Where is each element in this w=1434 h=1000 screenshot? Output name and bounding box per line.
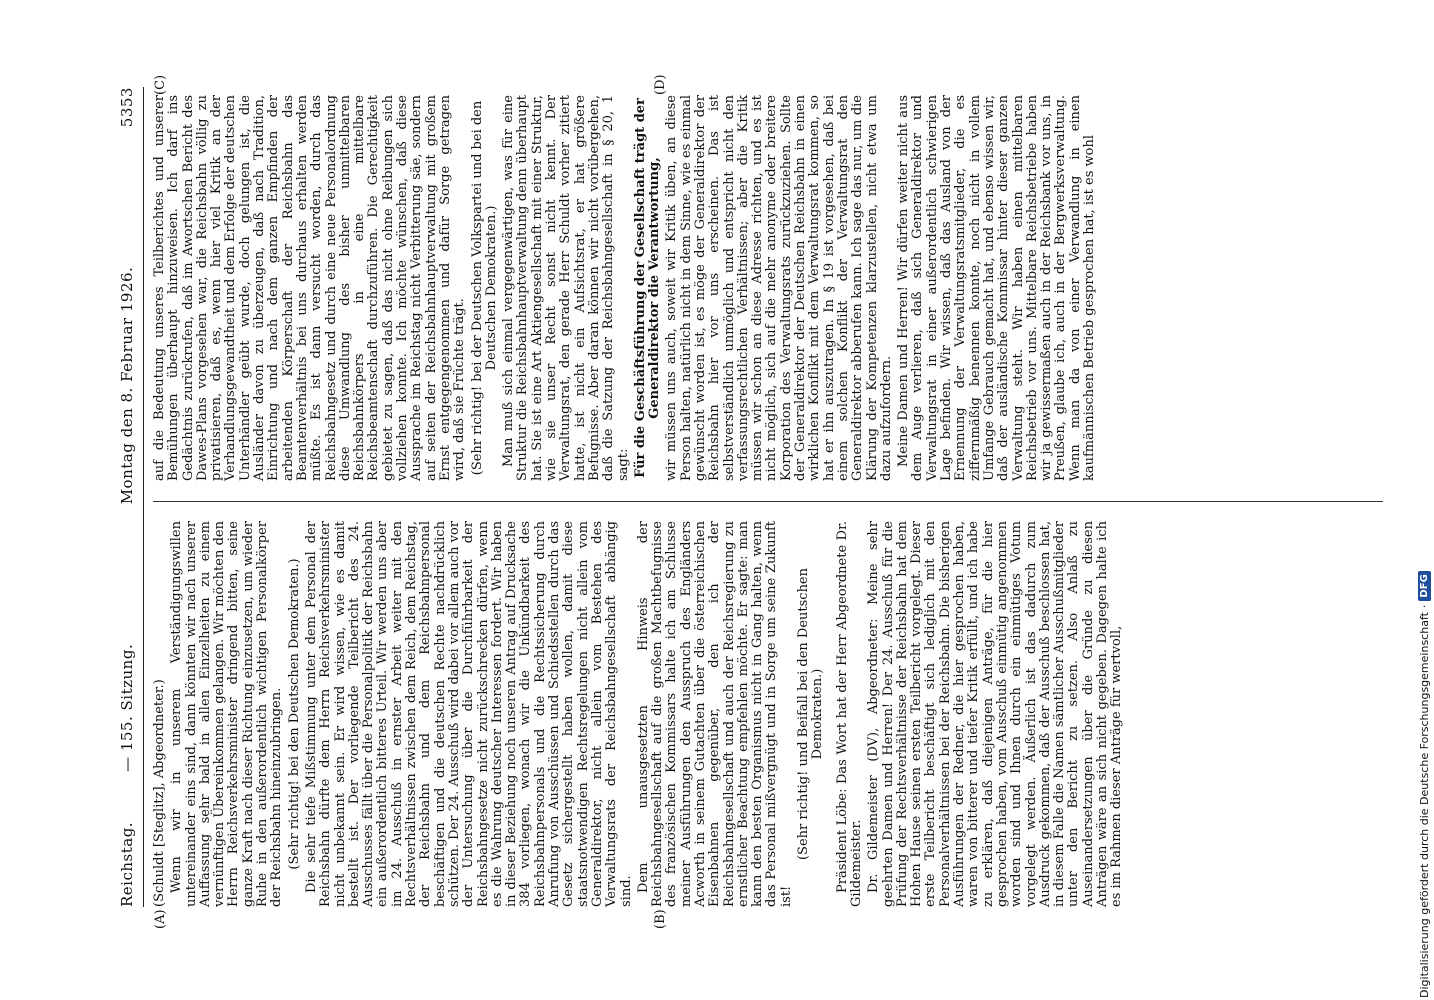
paragraph: Die sehr tiefe Mißstimmung unter dem Personal der Reichsbahn dürfte dem Herrn Reichsverkehrsminister nicht unbekannt sein. Er wird wissen, wie es damit bestellt ist. Der vorliegende Teilbericht des 24. Ausschusses fällt über die Personalpolitik der Reichsbahn ein außerordentlich bitteres Urteil. Wir werden uns aber im 24. Ausschuß in ernster Arbeit weiter mit den Rechtsverhältnissen zwischen dem Reich, dem Reichstag, der Reichsbahn und dem Reichsbahnpersonal beschäftigen und die deutschen Rechte nachdrücklich schützen. Der 24. Ausschuß wird dabei vor allem auch vor der Untersuchung über die Durchführbarkeit der Reichsbahngesetze nicht zurückschrecken dürfen, wenn es die Wahrung deutscher Interessen fordert. Wir haben in dieser Beziehung noch unseren Antrag auf Drucksache 384 vorliegen, wonach wir die Unkündbarkeit des Reichsbahnpersonals und die Rechtssicherung durch Anrufung von Ausschüssen und Schiedsstellen durch das Gesetz sichergestellt haben wollen, damit diese staatsnotwendigen Rechtsregelungen nicht allein vom Generaldirektor, nicht allein vom Bestehen des Verwaltungsrats der Reichsbahngesellschaft abhängig sind. — [303, 521, 634, 907]
president-remark: Präsident Löbe: Das Wort hat der Herr Abgeordnete Dr. Gildemeister. — [834, 521, 864, 907]
margin-marker-a: (A) — [153, 909, 168, 929]
paragraph: auf die Bedeutung unseres Teilberichtes und unserer Bemühungen überhaupt hinzuweisen. Ich darf ins Gedächtnis zurückrufen, daß im Awortschen Bericht des Dawes-Plans vorgesehen war, die Reichsbahn völlig zu privatisieren, daß es, wenn hier viel Kritik an der Verhandlungsgewandtheit und dem Erfolge der deutschen Unterhändler geübt wurde, doch gelungen ist, die Ausländer davon zu überzeugen, daß nach Tradition, Einrichtung und nach dem ganzen Empfinden der arbeitenden Körperschaft der Reichsbahn das Beamtenverhältnis bei uns durchaus erhalten werden müßte. Es ist dann versucht worden, durch das Reichsbahngesetz und durch eine neue Personalordnung diese Umwandlung des bisher unmittelbaren Reichsbahnkörpers in eine mittelbare Reichsbeamtenschaft durchzuführen. Die Gerechtigkeit gebietet zu sagen, daß das nicht ohne Reibungen sich vollziehen konnte. Ich möchte wünschen, daß diese Aussprache im Reichstag nicht Verbitterung säe, sondern auf seiten der Reichsbahnhauptverwaltung mit großem Ernst entgegengenommen und dafür Sorge getragen wird, daß sie Früchte trägt. — [152, 95, 468, 481]
funding-text: Digitalisierung gefördert durch die Deutsche Forschungsgemeinschaft — [1418, 612, 1431, 998]
quotation: Für die Geschäftsführung der Gesellschaft trägt der Generaldirektor die Verantwortung, — [632, 98, 663, 478]
speaker-continuation: (Schuldt [Steglitz], Abgeordneter.) — [152, 679, 167, 907]
page-number: 5353 — [118, 87, 136, 128]
interjection: (Sehr richtig! bei den Deutschen Demokraten.) — [286, 558, 302, 870]
speech-start: Dr. Gildemeister (DV), Abgeordneter: Meine sehr geehrten Damen und Herren! Der 24. Ausschuß für die Prüfung der Rechtsverhältnisse der Reichsbahn hat dem Hohen Hause seinen ersten Teilbericht vorgelegt. Dieser erste Teilbericht beschäftigt sich lediglich mit den Personalverhältnissen bei der Reichsbahn. Die bisherigen Ausführungen der Redner, die hier gesprochen haben, waren von bitterer und tiefer Kritik erfüllt, und ich habe zu erklären, daß diejenigen Anträge, für die hier gesprochen haben, vom Ausschuß einmütig angenommen worden sind und Ihnen durch ein einmütiges Votum vorgelegt werden. Äußerlich ist das dadurch zum Ausdruck gekommen, daß der Ausschuß beschlossen hat, in diesem Falle die Namen sämtlicher Ausschußmitglieder unter den Bericht zu setzen. Also Anlaß zu Auseinandersetzungen über die Gründe zu diesen Anträgen wäre an sich nicht gegeben. Dagegen halte ich es im Rahmen dieser Anträge für wertvoll, — [866, 521, 1125, 907]
paragraph: Dem unausgesetzten Hinweis der Reichsbahngesellschaft auf die großen Machtbefugnisse des französischen Kommissars halte ich am Schlusse meiner Ausführungen den Ausspruch des Engländers Acworth in seinem Gutachten über die österreichischen Eisenbahnen gegenüber, den ich der Reichsbahngesellschaft und auch der Reichsregierung zu ernstlicher Beachtung empfehlen möchte. Er sagte: man kann den besten Organismus nicht in Gang halten, wenn das Personal mißvergnügt und in Sorge um seine Zukunft ist! — [635, 521, 794, 907]
right-column — [153, 95, 1100, 481]
running-head — [113, 87, 141, 907]
paragraph: Man muß sich einmal vergegenwärtigen, was für eine Struktur die Reichsbahnhauptverwaltung denn überhaupt hat. Sie ist eine Art Aktiengesellschaft mit einer Struktur, wie sie unser Recht sonst nicht kennt. Der Verwaltungsrat, den gerade Herr Schuldt vorher zitiert hatte, ist nicht ein Aufsichtsrat, er hat größere Befugnisse. Aber daran können wir nicht vorübergehen, daß die Satzung der Reichsbahngesellschaft in § 20, 1 sagt: — [501, 95, 631, 481]
interjection: (Sehr richtig! bei der Deutschen Volkspartei und bei den Deutschen Demokraten.) — [469, 100, 499, 476]
paragraph: Meine Damen und Herren! Wir dürfen weiter nicht aus dem Auge verlieren, daß sich Generaldirektor und Verwaltungsrat in einer außerordentlich schwierigen Lage befinden. Wir wissen, daß das Ausland von der Ernennung der Verwaltungsratsmitglieder, die es ziffernmäßig benennen konnte, noch nicht in vollem Umfange Gebrauch gemacht hat, und ebenso wissen wir, daß der ausländische Kommissar hinter dieser ganzen Verwaltung steht. Wir haben einen mittelbaren Reichsbetrieb vor uns. Mittelbare Reichsbetriebe haben wir ja gewissermaßen auch in der Reichsbank vor uns, in Preußen, glaube ich, auch in der Bergwerksverwaltung. Wenn man da von einer Verwandlung in einen kaufmännischen Betrieb gesprochen hat, ist es wohl — [896, 95, 1097, 481]
left-column — [153, 521, 1128, 907]
margin-marker-b: (B) — [653, 909, 668, 929]
paragraph: Wenn wir in unserem Verständigungswillen untereinander eins sind, dann könnten wir nach unserer Auffassung sehr bald in allen Einzelheiten zu einem vernünftigen Übereinkommen gelangen. Wir möchten den Herrn Reichsverkehrsminister dringend bitten, seine ganze Kraft nach dieser Richtung einzusetzen, um wieder Ruhe in den außerordentlich wichtigen Personalkörper der Reichsbahn hineinzubringen. — [169, 521, 285, 907]
interjection: (Sehr richtig! und Beifall bei den Deutschen Demokraten.) — [796, 567, 826, 861]
paragraph: wir müssen uns auch, soweit wir Kritik üben, an diese Person halten, natürlich nicht in dem Sinne, wie es einmal gewünscht worden ist, es möge der Generaldirektor der Reichsbahn hier vor uns erscheinen. Das ist selbstverständlich unmöglich und entspricht nicht den verfassungsrechtlichen Verhältnissen; aber die Kritik müssen wir schon an diese Adresse richten, und es ist nicht möglich, sich auf die mehr anonyme oder breitere Korporation des Verwaltungsrats zurückzuziehen. Sollte der Generaldirektor der Deutschen Reichsbahn in einen wirklichen Konflikt mit dem Verwaltungsrat kommen, so hat er ihn auszutragen. In § 19 ist vorgesehen, daß bei einem solchen Konflikt der Verwaltungsrat den Generaldirektor abberufen kann. Ich sage das nur, um die Klärung der Kompetenzen klarzustellen, nicht etwa um dazu aufzufordern. — [664, 95, 894, 481]
margin-marker-d: (D) — [653, 74, 668, 95]
session-label: — 155. Sitzung. — [118, 643, 136, 772]
rotated-page — [113, 74, 1413, 929]
funding-stamp: Digitalisierung gefördert durch die Deutsche Forschungsgemeinschaft · DFG — [1418, 571, 1431, 998]
margin-marker-c: (C) — [153, 74, 168, 95]
date-label: Montag den 8. Februar 1926. — [118, 266, 136, 505]
column-divider — [153, 501, 1383, 502]
dfg-logo: DFG — [1418, 571, 1431, 600]
header-rule — [143, 87, 144, 907]
chamber-title: Reichstag. — [118, 821, 136, 907]
